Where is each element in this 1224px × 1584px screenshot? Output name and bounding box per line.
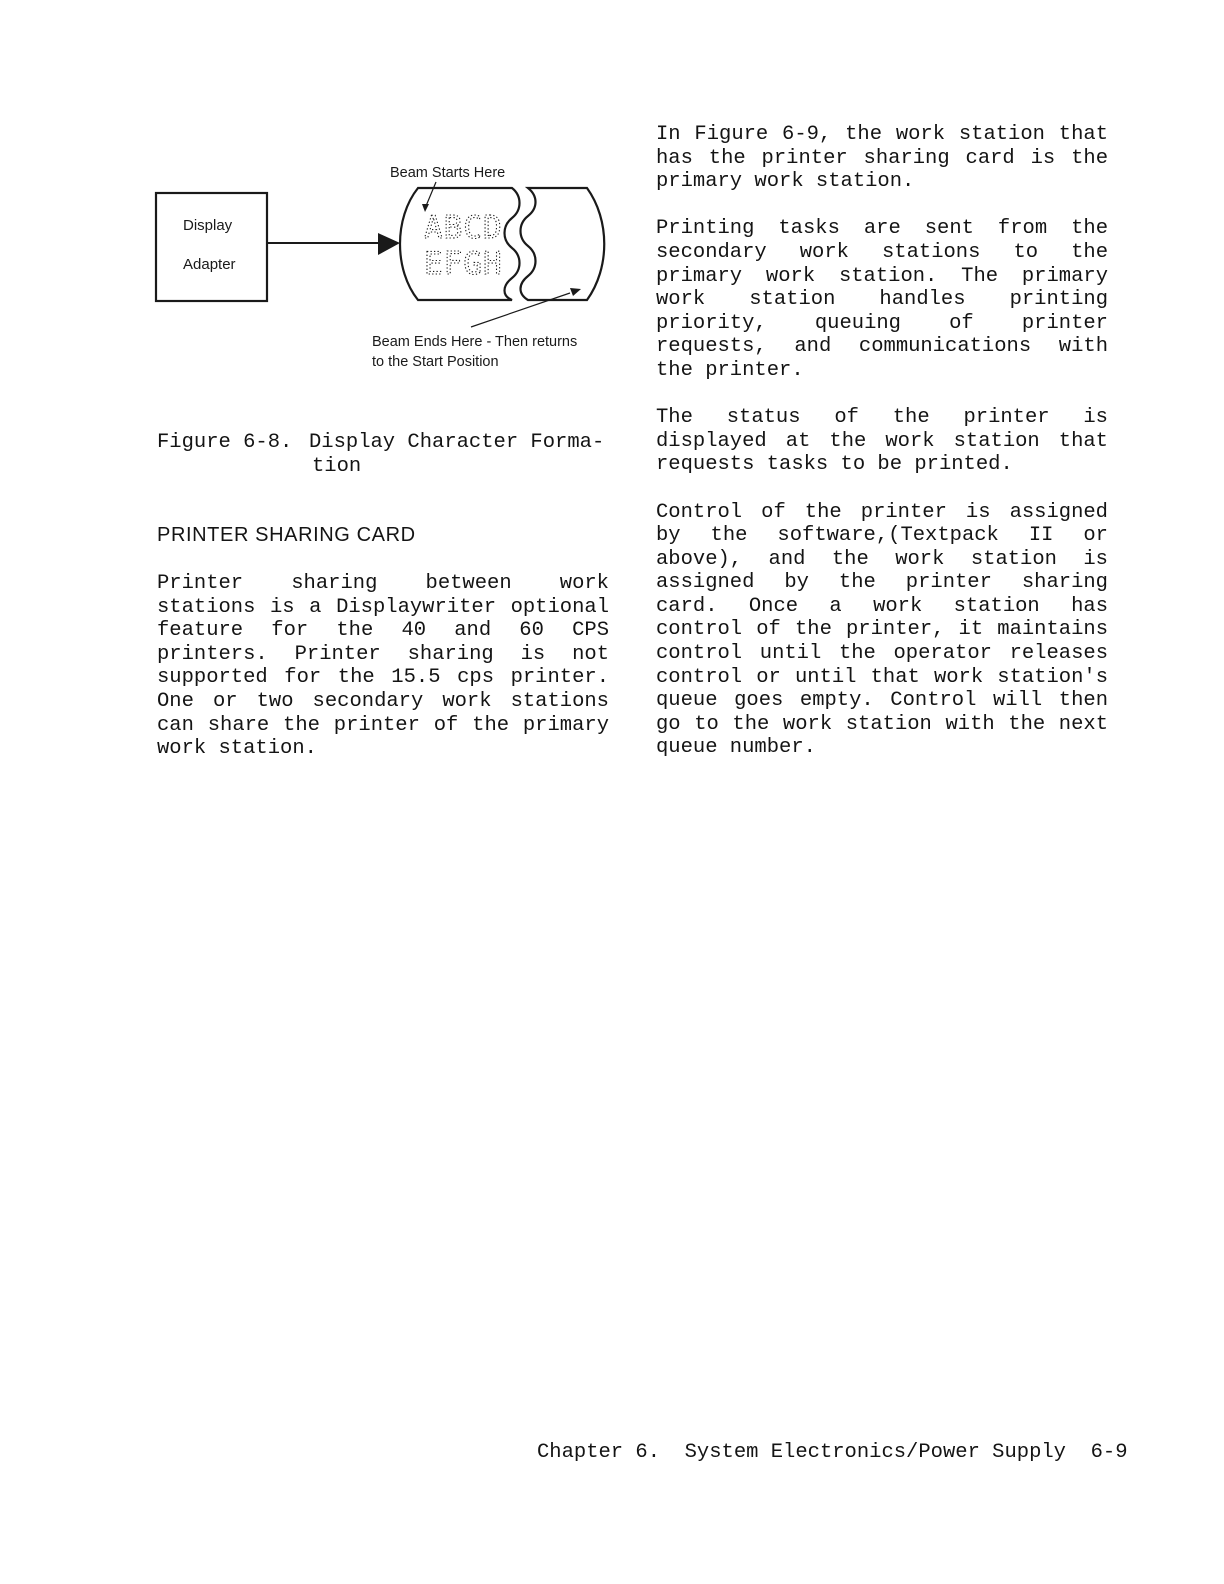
beam-end-arrowhead xyxy=(570,288,581,296)
figure-title-line1: Display Character Forma- xyxy=(309,431,605,454)
beam-end-label-line1: Beam Ends Here - Then returns xyxy=(372,334,578,350)
right-column xyxy=(656,123,1108,784)
beam-end-leader xyxy=(471,293,570,327)
beam-start-leader xyxy=(426,182,436,206)
figure-title-line2: tion xyxy=(312,454,362,478)
screen-text-line2: EFGH xyxy=(424,246,503,282)
beam-start-label: Beam Starts Here xyxy=(390,165,506,181)
left-column xyxy=(157,572,609,784)
left-paragraph: Printer sharing between work stations is a Displaywriter optional feature for the 40 and 60 CPS printers. Printer sharing is not supported for the 15.5 cps printer. One or two secondary work stations can share the printer of the primary work station. xyxy=(157,572,609,761)
beam-end-label-line2: to the Start Position xyxy=(372,354,499,370)
screen-text-line1: ABCD xyxy=(424,210,503,246)
signal-arrowhead xyxy=(378,233,400,255)
section-heading: PRINTER SHARING CARD xyxy=(157,524,416,546)
right-paragraph-2: Printing tasks are sent from the secondary work stations to the primary work station. The primary work station handles printing priority, queuing of printer requests, and communications with the printer. xyxy=(656,217,1108,382)
right-paragraph-1: In Figure 6-9, the work station that has the printer sharing card is the primary work station. xyxy=(656,123,1108,194)
display-adapter-box xyxy=(156,193,267,301)
figure-caption xyxy=(157,431,617,478)
figure-number: Figure 6-8. xyxy=(157,431,293,454)
screen-back-outline xyxy=(521,188,605,300)
figure-6-8-diagram xyxy=(150,160,620,380)
box-label-adapter: Adapter xyxy=(183,256,236,273)
right-paragraph-4: Control of the printer is assigned by the software,(Textpack II or above), and the work station is assigned by the printer sharing card. Once a work station has control of the printer, it maintains control until the operator releases control or until that work station's queue goes empty. Control will then go to the work station with the next queue number. xyxy=(656,500,1108,760)
box-label-display: Display xyxy=(183,217,233,234)
right-paragraph-3: The status of the printer is displayed at the work station that requests tasks to be printed. xyxy=(656,406,1108,477)
display-character-formation-diagram xyxy=(150,160,620,380)
page-footer: Chapter 6. System Electronics/Power Supply 6-9 xyxy=(537,1441,1128,1464)
